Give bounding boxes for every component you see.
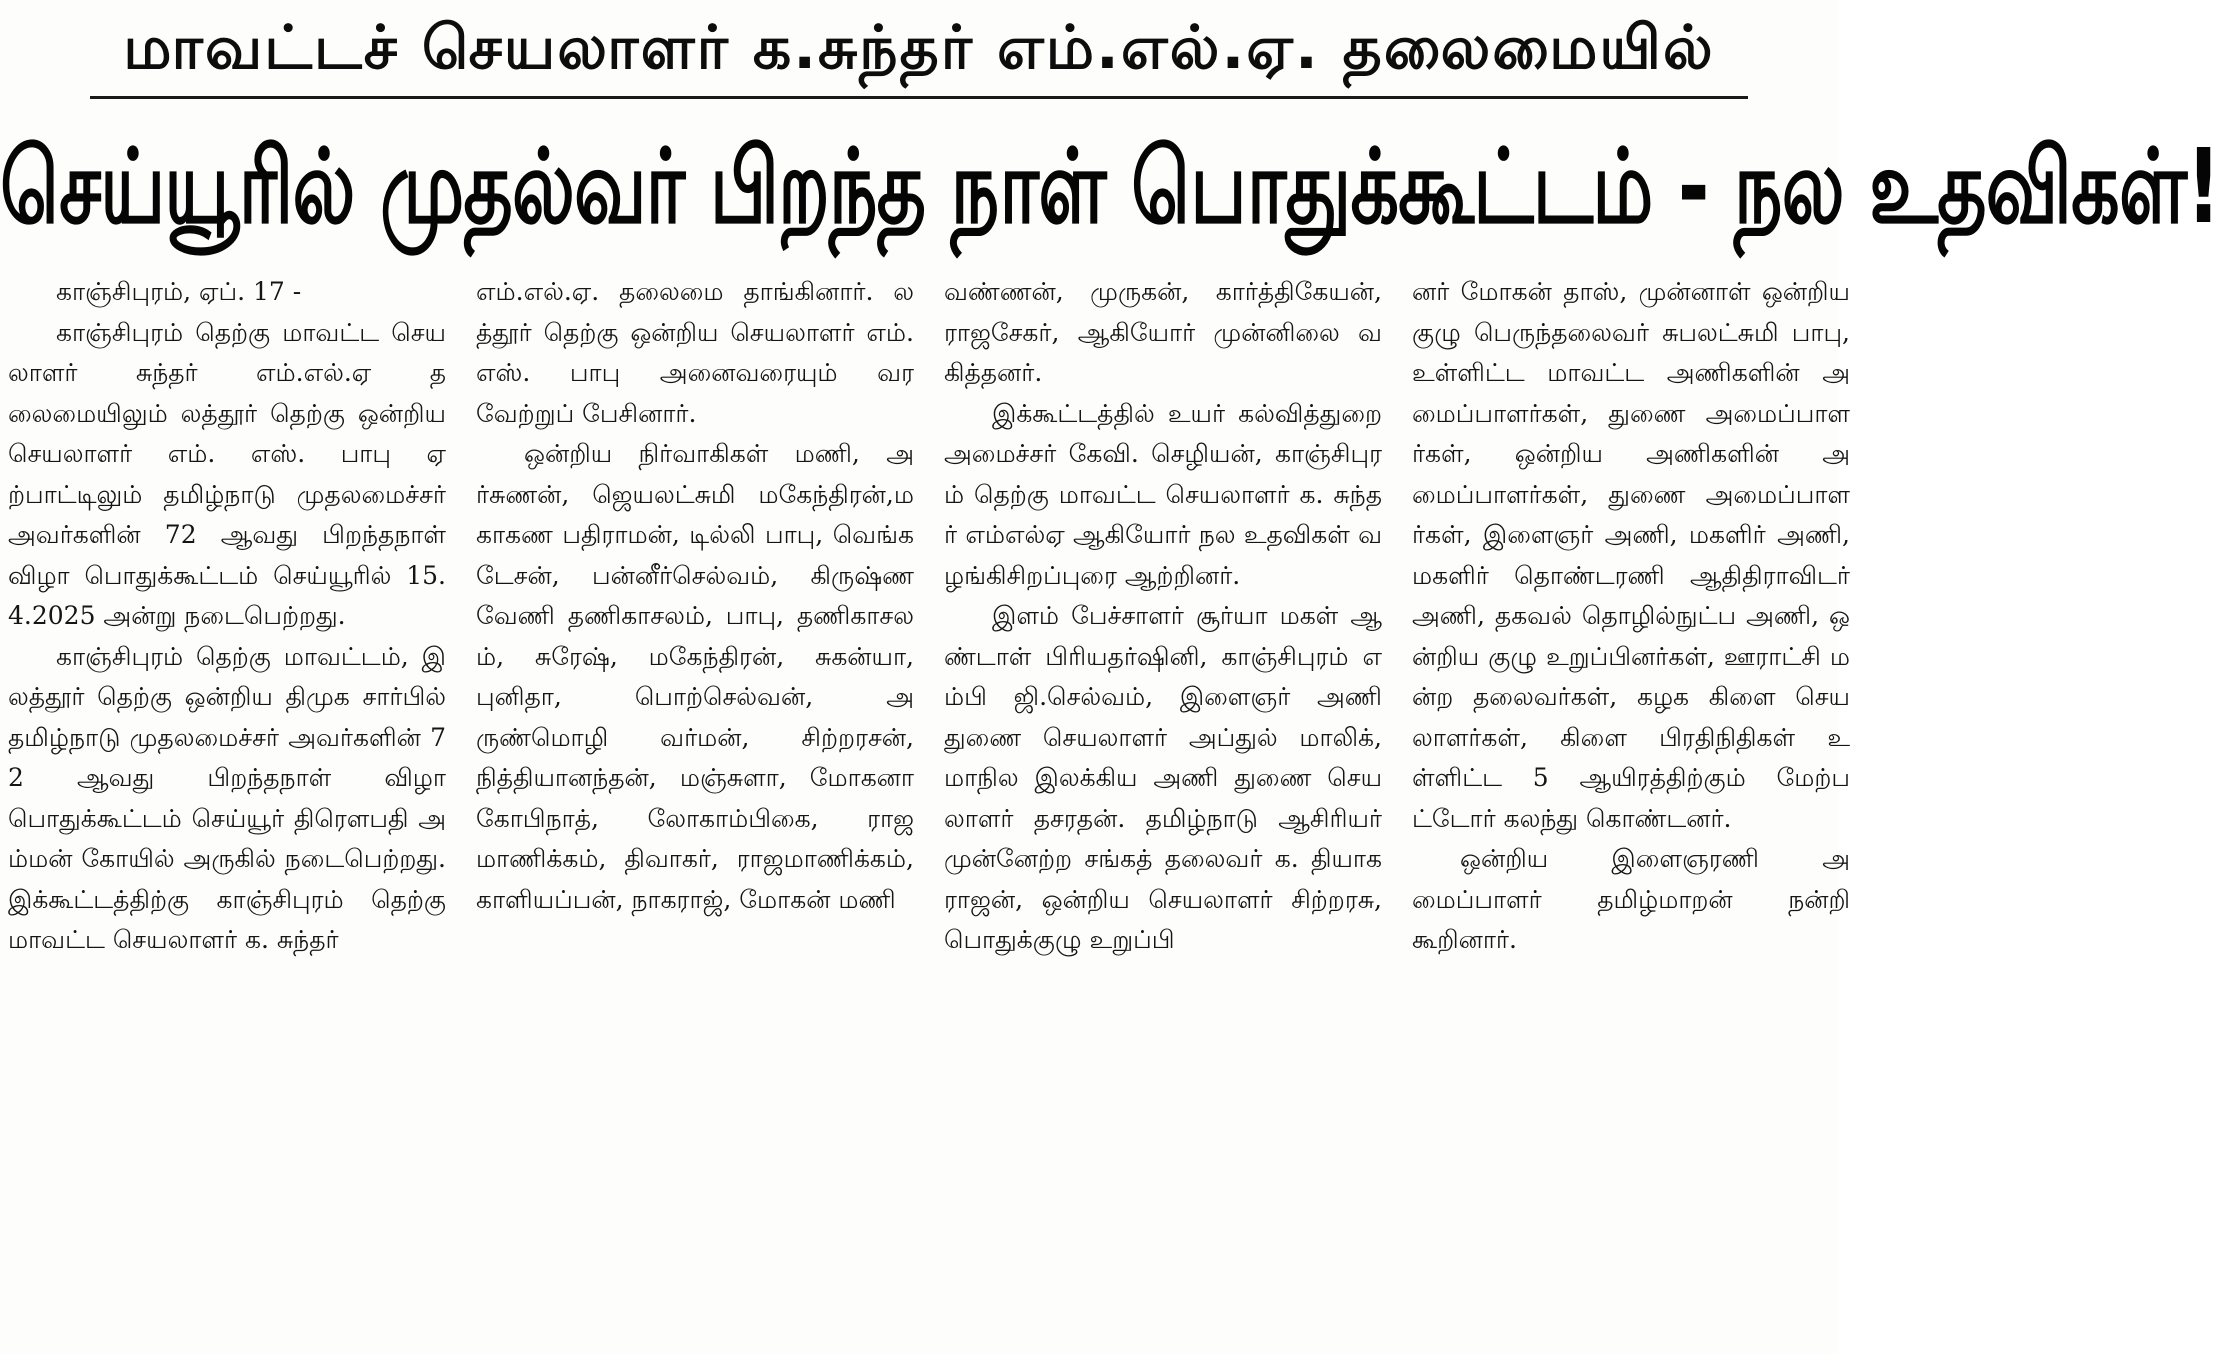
column-3 (944, 272, 1382, 1354)
paragraph: இளம் பேச்சாளர் சூர்யா மகள் ஆண்டாள் பிரியதர்ஷினி, காஞ்சிபுரம் எம்பி ஜி.செல்வம், இளைஞர் அணி துணை செயலாளர் அப்துல் மாலிக், மாநில இலக்கிய அணி துணை செயலாளர் தசரதன். தமிழ்நாடு ஆசிரியர் முன்னேற்ற சங்கத் தலைவர் க. தியாகராஜன், ஒன்றிய செயலாளர் சிற்றரசு, பொதுக்குழு உறுப்பி (944, 601, 1382, 954)
paragraph: காஞ்சிபுரம் தெற்கு மாவட்ட செயலாளர் சுந்தர் எம்.எல்.ஏ தலைமையிலும் லத்தூர் தெற்கு ஒன்றிய செயலாளர் எம். எஸ். பாபு ஏற்பாட்டிலும் தமிழ்நாடு முதலமைச்சர் அவர்களின் 72 ஆவது பிறந்தநாள் விழா பொதுக்கூட்டம் செய்யூரில் 15.4.2025 அன்று நடைபெற்றது. (8, 317, 446, 630)
main-headline: செய்யூரில் முதல்வர் பிறந்த நாள் பொதுக்கூட்டம் - நல உதவிகள்! (0, 126, 2220, 247)
paragraph: ஒன்றிய நிர்வாகிகள் மணி, அர்சுணன், ஜெயலட்சுமி மகேந்திரன்,மகாகண பதிராமன், டில்லி பாபு, வெங்கடேசன், பன்னீர்செல்வம், கிருஷ்ணவேணி தணிகாசலம், பாபு, தணிகாசலம், சுரேஷ், மகேந்திரன், சுகன்யா, புனிதா, பொற்செல்வன், அருண்மொழி வர்மன், சிற்றரசன், நித்தியானந்தன், மஞ்சுளா, மோகனா கோபிநாத், லோகாம்பிகை, ராஜமாணிக்கம், திவாகர், ராஜமாணிக்கம், காளியப்பன், நாகராஜ், மோகன் மணி (476, 439, 914, 914)
column-2 (476, 272, 914, 1354)
column-4 (1412, 272, 1850, 1354)
paragraph-continued: எம்.எல்.ஏ. தலைமை தாங்கினார். லத்தூர் தெற்கு ஒன்றிய செயலாளர் எம். எஸ். பாபு அனைவரையும் வரவேற்றுப் பேசினார். (476, 277, 914, 428)
paragraph: இக்கூட்டத்தில் உயர் கல்வித்துறை அமைச்சர் கேவி. செழியன், காஞ்சிபுரம் தெற்கு மாவட்ட செயலாளர் க. சுந்தர் எம்எல்ஏ ஆகியோர் நல உதவிகள் வழங்கிசிறப்புரை ஆற்றினர். (944, 398, 1382, 590)
article-body (8, 272, 1850, 1354)
dateline: காஞ்சிபுரம், ஏப். 17 - (56, 277, 302, 306)
paragraph-continued: வண்ணன், முருகன், கார்த்திகேயன், ராஜசேகர், ஆகியோர் முன்னிலை வகித்தனர். (944, 277, 1382, 387)
paragraph: காஞ்சிபுரம் தெற்கு மாவட்டம், இலத்தூர் தெற்கு ஒன்றிய திமுக சார்பில் தமிழ்நாடு முதலமைச்சர் அவர்களின் 72 ஆவது பிறந்தநாள் விழா பொதுக்கூட்டம் செய்யூர் திரௌபதி அம்மன் கோயில் அருகில் நடைபெற்றது. இக்கூட்டத்திற்கு காஞ்சிபுரம் தெற்கு மாவட்ட செயலாளர் க. சுந்தர் (8, 641, 446, 954)
paragraph-continued: னர் மோகன் தாஸ், முன்னாள் ஒன்றிய குழு பெருந்தலைவர் சுபலட்சுமி பாபு, உள்ளிட்ட மாவட்ட அணிகளின் அமைப்பாளர்கள், துணை அமைப்பாளர்கள், ஒன்றிய அணிகளின் அமைப்பாளர்கள், துணை அமைப்பாளர்கள், இளைஞர் அணி, மகளிர் அணி, மகளிர் தொண்டரணி ஆதிதிராவிடர் அணி, தகவல் தொழில்நுட்ப அணி, ஒன்றிய குழு உறுப்பினர்கள், ஊராட்சி மன்ற தலைவர்கள், கழக கிளை செயலாளர்கள், கிளை பிரதிநிதிகள் உள்ளிட்ட 5 ஆயிரத்திற்கும் மேற்பட்டோர் கலந்து கொண்டனர். (1412, 277, 1850, 833)
column-1 (8, 272, 446, 1354)
kicker-headline: மாவட்டச் செயலாளர் க.சுந்தர் எம்.எல்.ஏ. தலைமையில் (123, 13, 1715, 83)
paragraph: ஒன்றிய இளைஞரணி அமைப்பாளர் தமிழ்மாறன் நன்றி கூறினார். (1412, 844, 1850, 954)
